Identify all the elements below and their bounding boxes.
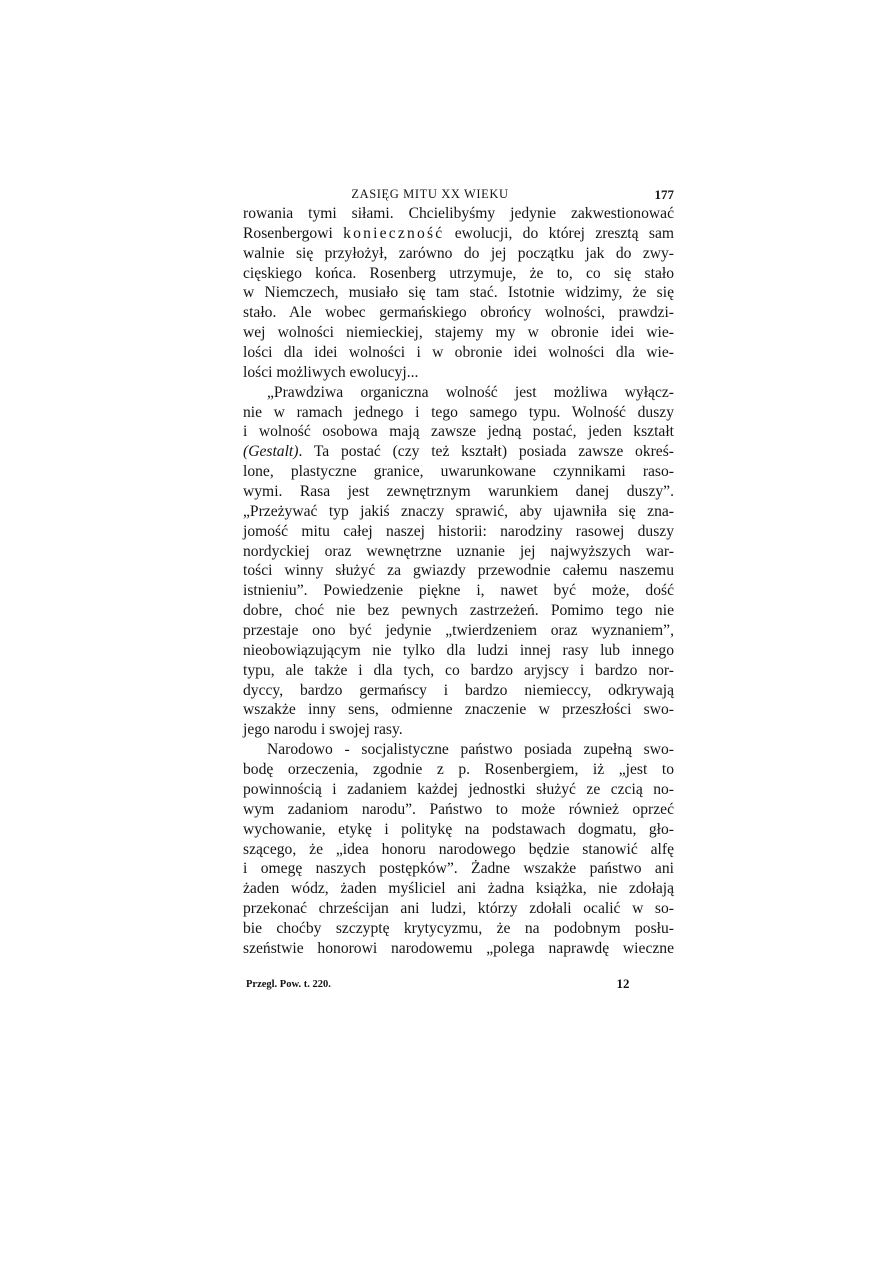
body-text bbox=[243, 204, 674, 959]
text-segment: dobre, choć nie bez pewnych zastrzeżeń. Pomimo tego nie bbox=[243, 602, 674, 620]
running-header-title: ZASIĘG MITU XX WIEKU bbox=[351, 187, 509, 201]
text-segment: Rosenbergowi bbox=[243, 224, 344, 242]
text-line bbox=[243, 820, 674, 840]
text-line bbox=[243, 383, 674, 403]
text-segment: ewolucji, do której zresztą sam bbox=[444, 224, 675, 242]
text-line bbox=[243, 899, 674, 919]
text-segment: wym zadaniom narodu”. Państwo to może również oprzeć bbox=[243, 800, 674, 818]
text-segment: jomość mitu całej naszej historii: narodziny rasowej duszy bbox=[243, 522, 674, 540]
text-segment: wej wolności niemieckiej, stajemy my w obronie idei wie- bbox=[243, 324, 674, 342]
text-line bbox=[243, 422, 674, 442]
text-segment: w Niemczech, musiało się tam stać. Istotnie widzimy, że się bbox=[243, 284, 674, 302]
text-line bbox=[243, 840, 674, 860]
text-line bbox=[243, 561, 674, 581]
text-line bbox=[243, 204, 674, 224]
text-line bbox=[243, 462, 674, 482]
text-segment: bodę orzeczenia, zgodnie z p. Rosenbergiem, iż „jest to bbox=[243, 761, 674, 779]
text-line bbox=[243, 303, 674, 323]
italic-text: (Gestalt) bbox=[243, 443, 299, 461]
text-line bbox=[243, 919, 674, 939]
text-line bbox=[243, 244, 674, 264]
text-line bbox=[243, 939, 674, 959]
text-segment: nie w ramach jednego i tego samego typu. Wolność duszy bbox=[243, 403, 674, 421]
text-segment: wychowanie, etykę i politykę na podstawach dogmatu, gło- bbox=[243, 820, 674, 838]
text-line bbox=[243, 323, 674, 343]
text-line bbox=[243, 442, 674, 462]
text-segment: cięskiego końca. Rosenberg utrzymuje, że to, co się stało bbox=[243, 264, 674, 282]
text-line bbox=[243, 720, 674, 740]
text-segment: szącego, że „idea honoru narodowego będzie stanowić alfę bbox=[243, 840, 674, 858]
text-line bbox=[243, 264, 674, 284]
text-segment: przestaje ono być jedynie „twierdzeniem oraz wyznaniem”, bbox=[243, 622, 674, 640]
text-segment: szeństwie honorowi narodowemu „polega naprawdę wieczne bbox=[243, 939, 674, 957]
text-line bbox=[243, 859, 674, 879]
text-segment: dyccy, bardzo germańscy i bardzo niemieccy, odkrywają bbox=[243, 681, 674, 699]
text-line bbox=[243, 542, 674, 562]
text-segment: i omegę naszych postępków”. Żadne wszakże państwo ani bbox=[243, 860, 674, 878]
text-segment: walnie się przyłożył, zarówno do jej początku jak do zwy- bbox=[243, 244, 674, 262]
text-segment: Narodowo - socjalistyczne państwo posiada zupełną swo- bbox=[267, 741, 674, 759]
text-line bbox=[243, 482, 674, 502]
text-line bbox=[243, 403, 674, 423]
text-segment: stało. Ale wobec germańskiego obrońcy wolności, prawdzi- bbox=[243, 304, 674, 322]
text-line bbox=[243, 641, 674, 661]
text-segment: wszakże inny sens, odmienne znaczenie w przeszłości swo- bbox=[243, 701, 674, 719]
text-segment: . Ta postać (czy też kształt) posiada zawsze okreś- bbox=[298, 443, 674, 461]
text-segment: typu, ale także i dla tych, co bardzo aryjscy i bardzo nor- bbox=[243, 661, 674, 679]
text-segment: nieobowiązującym nie tylko dla ludzi innej rasy lub innego bbox=[243, 641, 674, 659]
text-segment: tości winny służyć za gwiazdy przewodnie całemu naszemu bbox=[243, 562, 674, 580]
spaced-emphasis-text: konieczność bbox=[343, 224, 445, 242]
text-segment: rowania tymi siłami. Chcielibyśmy jedynie zakwestionować bbox=[243, 205, 674, 222]
text-line bbox=[243, 800, 674, 820]
text-line bbox=[243, 879, 674, 899]
text-line bbox=[243, 343, 674, 363]
text-segment: jego narodu i swojej rasy. bbox=[243, 721, 403, 739]
text-segment: bie choćby szczyptę krytycyzmu, że na podobnym posłu- bbox=[243, 919, 674, 937]
text-segment: „Przeżywać typ jakiś znaczy sprawić, aby ujawniła się zna- bbox=[243, 502, 674, 520]
text-segment: lości możliwych ewolucyj... bbox=[243, 363, 419, 381]
text-line bbox=[243, 661, 674, 681]
text-line bbox=[243, 681, 674, 701]
sheet-number: 12 bbox=[616, 976, 630, 991]
text-segment: i wolność osobowa mają zawsze jedną postać, jeden kształt bbox=[243, 423, 674, 441]
text-line bbox=[243, 700, 674, 720]
text-segment: „Prawdziwa organiczna wolność jest możliwa wyłącz- bbox=[267, 383, 674, 401]
text-segment: lości dla idei wolności i w obronie idei wolności dla wie- bbox=[243, 344, 674, 362]
page-number: 177 bbox=[654, 187, 674, 202]
text-line bbox=[243, 502, 674, 522]
text-line bbox=[243, 283, 674, 303]
text-line bbox=[243, 363, 674, 383]
text-segment: nordyckiej oraz wewnętrzne uznanie jej najwyższych war- bbox=[243, 542, 674, 560]
text-segment: przekonać chrześcijan ani ludzi, którzy zdołali ocalić w so- bbox=[243, 900, 674, 918]
text-line bbox=[243, 601, 674, 621]
footer-signature: Przegl. Pow. t. 220. bbox=[246, 979, 331, 990]
text-line bbox=[243, 780, 674, 800]
text-line bbox=[243, 760, 674, 780]
text-line bbox=[243, 740, 674, 760]
text-line bbox=[243, 581, 674, 601]
text-segment: żaden wódz, żaden myśliciel ani żadna książka, nie zdołają bbox=[243, 880, 674, 898]
text-line bbox=[243, 621, 674, 641]
text-line bbox=[243, 522, 674, 542]
text-line bbox=[243, 224, 674, 244]
text-segment: powinnością i zadaniem każdej jednostki służyć ze czcią no- bbox=[243, 780, 674, 798]
text-segment: lone, plastyczne granice, uwarunkowane czynnikami raso- bbox=[243, 463, 674, 481]
text-segment: istnieniu”. Powiedzenie piękne i, nawet być może, dość bbox=[243, 582, 674, 600]
text-segment: wymi. Rasa jest zewnętrznym warunkiem danej duszy”. bbox=[243, 483, 674, 501]
